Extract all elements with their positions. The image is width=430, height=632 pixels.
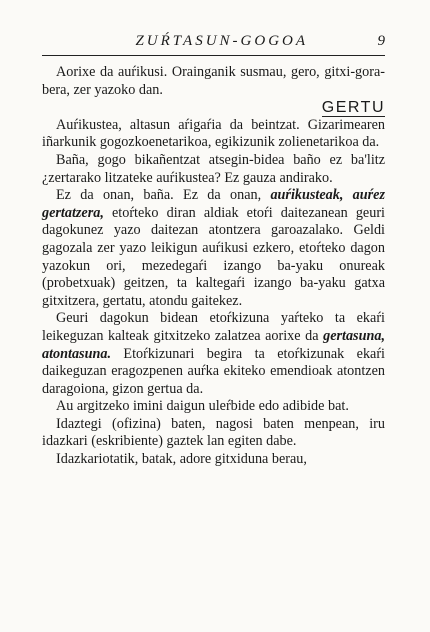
paragraph-4 (42, 187, 385, 310)
running-title: ZUŔTASUN-GOGOA (135, 32, 309, 49)
header-rule (42, 55, 385, 56)
paragraph-4-text-a: Ez da onan, baña. Ez da onan, (56, 187, 271, 204)
paragraph-5-text-b: Etoŕkizunari begira ta etoŕkizunak ekaŕi daikeguzan eragozpenen auŕka ekiteko emendioak atontzen daragoiona, gizon gertua da. (42, 345, 385, 397)
paragraph-4-text-b: etoŕteko diran aldiak etoŕi daitezanean geuri dagokunez yazo daitezan atontzera garoazalako. Geldi gagozala zer yazo leikigun auŕikusi ezkero, etoŕteko dagon yazokun ori, mezedegaŕi izango ba-yaku onureak (probetxuak) geitzen, ta kaltegaŕi izango ba-yaku gatxa gitxitzera, gertatu, atondu gaitekez. (42, 204, 385, 309)
paragraph-5 (42, 310, 385, 398)
section-heading (42, 99, 385, 117)
paragraph-5-text-a: Geuri dagokun bidean etoŕkizuna yaŕteko ta ekaŕi leikeguzan kalteak gitxitzeko zalatzea aorixe da (42, 310, 385, 344)
paragraph-1: Aorixe da auŕikusi. Orainganik susmau, gero, gitxi-gora-bera, zer yazoko dan. (42, 64, 385, 98)
paragraph-6: Au argitzeko imini daigun uleŕbide edo adibide bat. (56, 398, 349, 415)
paragraph-8: Idazkariotatik, batak, adore gitxiduna berau, (56, 451, 307, 468)
section-heading-label: GERTU (321, 99, 385, 117)
paragraph-4-emphasis: auŕikusteak, auŕez gertatzera, (42, 187, 385, 221)
paragraph-3: Baña, gogo bikañentzat atsegin-bidea baño ez ba'litz ¿zertarako litzateke auŕikustea? Ez gauza andirako. (42, 151, 385, 186)
page-number: 9 (377, 32, 385, 49)
paragraph-5-emphasis: gertasuna, atontasuna. (42, 327, 385, 362)
body-text (42, 64, 385, 469)
paragraph-2: Auŕikustea, altasun aŕigaŕia da beintzat. Gizarimearen iñarkunik gogozkoenetarikoa, egikizunik zolienetarikoa da. (42, 116, 385, 151)
paragraph-7: Idaztegi (ofizina) baten, nagosi baten menpean, iru idazkari (eskribiente) gaztek lan egiten dabe. (42, 415, 385, 450)
running-head (42, 30, 385, 52)
